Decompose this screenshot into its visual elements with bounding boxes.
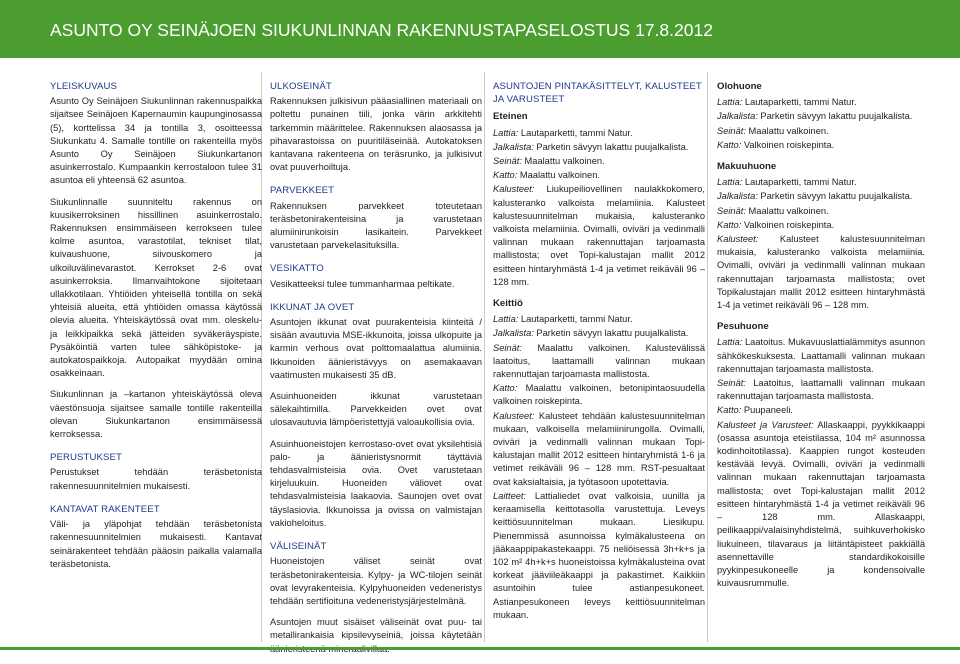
column-3	[493, 80, 705, 630]
subheading-olohuone: Olohuone	[717, 81, 762, 92]
paragraph: Väli- ja yläpohjat tehdään teräsbetonista rakennesuunnitelmien mukaisesti. Kantavat seinärakenteet tehdään pääosin paikalla valamalla teräsbetonista.	[50, 519, 262, 569]
subheading-eteinen: Eteinen	[493, 111, 528, 123]
spec-line: Lattia: Lautaparketti, tammi Natur.	[493, 127, 633, 138]
spec-line: Katto: Valkoinen roiskepinta.	[717, 219, 835, 230]
subheading-makuuhuone: Makuuhuone	[717, 161, 777, 173]
column-divider	[707, 72, 708, 642]
column-1	[50, 80, 262, 579]
spec-line: Kalusteet: Liukupeiliovellinen naulakkokomero, kalusteranko valkoista melamiinia. Kalusteet kalustesuunnitelman mukaisia, kalusteranko valkoista melamiinia. Ovimalli, oviväri ja vedinmalli valinnan mukaan rakennuttajan tarjoamasta mallistosta; ovet Topi-kalustajan mallit 2012 esitteen hintaryhmästä 1-4 ja vetimet reikäväli 96 – 128 mm.	[493, 184, 705, 287]
spec-line: Kalusteet: Kalusteet tehdään kalustesuunnitelman mukaan, valkoisella melamiinirungolla. Ovimalli, oviväri ja vedinmalli valinnan mukaan Topi-kalustajan mallit 2012 esitteen hintaryhmistä 1-6 ja vetimet reikäväli 96 – 128 mm. RST-pesualtaat ovat kaksialtaisia, ja työtasoon upotettavia.	[493, 410, 705, 487]
subheading-pesuhuone: Pesuhuone	[717, 321, 769, 333]
spec-line: Katto: Valkoinen roiskepinta.	[717, 139, 835, 150]
paragraph: Perustukset tehdään teräsbetonista rakennesuunnitelmien mukaisesti.	[50, 467, 262, 491]
section-heading-valiseinat: VÄLISEINÄT	[270, 541, 327, 553]
paragraph: Siukunlinnalle suunniteltu rakennus on kuusikerroksinen hissillinen asuinkerrostalo. Rakennuksen ensimmäiseen kerrokseen tulee kolme asuntoa, varastotilat, tekniset tilat, kuivaushuone, siivouskomero ja ulkoiluvälinevarastot. Kerrokset 2-6 ovat asuinkerroksia. Ilmanvaihtokone sijoitetaan ullakkotilaan. Yhtiöiden yhteisellä tontilla on sekä yhteisiä alueita, että yhtiöiden omassa käytössä olevia alueita. Yhteiskäytössä ovat mm. oleskelu- ja leikkipaikka sekä jätteiden syväkeräyspiste. Pysäköintiä varten tulee sähköpistoke- ja autokatospaikkoja. Autopaikat myydään omina osakkeinaan.	[50, 196, 262, 379]
spec-line: Lattia: Laatoitus. Mukavuuslattialämmitys asunnon sähkökeskuksesta. Laattamalli valinnan mukaan rakennuttajan tarjoamasta mallistosta.	[717, 337, 925, 374]
spec-line: Kalusteet ja Varusteet: Allaskaappi, pyykkikaappi (osassa asuntoja eteistilassa, 104 m² asunnossa kodinhoitotilassa). Kaappien rungot kosteuden kestävää levyä. Ovimalli, oviväri ja vedinmalli valinnan mukaan rakennuttajan tarjoamasta mallistosta; ovet Topi-kalustajan mallit 2012 esitteen hintaryhmästä 1-4 ja vetimet reikäväli 96 – 128 mm. Allaskaappi, peilikaappi/valaisinyhdistelmä, suihkuverhokisko liukuineen, tilavaraus ja liitäntäpisteet pakkiällä asennettaville standardikokoisille pyykinpesukoneelle ja kondensoivalle kuivausrummulle.	[717, 419, 925, 589]
spec-line: Seinät: Laatoitus, laattamalli valinnan mukaan rakennuttajan tarjoamasta mallistosta.	[717, 378, 925, 402]
paragraph: Vesikatteeksi tulee tummanharmaa peltikate.	[270, 278, 455, 289]
spec-line: Kalusteet: Kalusteet kalustesuunnitelman mukaisia, kalusteranko valkoista melamiinia. Ovimalli, oviväri ja vedinmalli valinnan mukaan rakennuttajan tarjoamasta mallistosta; ovet Topikalustajan mallit 2012 esitteen hintaryhmästä 1-4 ja vetimet reikäväli 96 – 128 mm.	[717, 234, 925, 311]
paragraph: Rakennuksen julkisivun pääasiallinen materiaali on poltettu punainen tiili, jonka värin arkkitehti tarkemmin määrittelee. Rakennuksen alaosassa ja pihavarastoissa on puuritiläseinää. Autokatoksen kantavana rakenteena on teräsrunko, ja julkisivut ovat puuverhoiltuja.	[270, 96, 482, 173]
spec-line: Lattia: Lautaparketti, tammi Natur.	[717, 177, 857, 188]
paragraph: Asuinhuoneiden ikkunat varustetaan sälekaihtimilla. Parvekkeiden ovet ovat ulosavautuvia lämpöeristettyjä valoaukollisia ovia.	[270, 391, 482, 428]
spec-line: Lattia: Lautaparketti, tammi Natur.	[717, 97, 857, 108]
column-divider	[484, 72, 485, 642]
spec-line: Katto: Puupaneeli.	[717, 405, 793, 416]
section-heading-vesikatto: VESIKATTO	[270, 263, 324, 275]
spec-line: Lattia: Lautaparketti, tammi Natur.	[493, 314, 633, 325]
section-heading-kantavat-rakenteet: KANTAVAT RAKENTEET	[50, 503, 160, 515]
spec-line: Seinät: Maalattu valkoinen. Kalustevälissä laatoitus, laattamalli valinnan mukaan rakennuttajan tarjoamasta mallistosta.	[493, 342, 705, 380]
paragraph: Asuntojen muut sisäiset väliseinät ovat puu- tai metallirankaisia kipsilevyseiniä, joissa käytetään	[270, 617, 482, 641]
column-4	[717, 80, 925, 598]
paragraph: Siukunlinnan ja –kartanon yhteiskäytössä oleva väestönsuoja sijaitsee samalle tontille rakenteilla olevan Siukunkartanon ensimmäisessä kerroksessa.	[50, 389, 262, 440]
paragraph: Rakennuksen parvekkeet toteutetaan teräsbetonirakenteisina ja varustetaan alumiinirunkoisin lasikaitein. Parvekkeet varustetaan parvekelasituksilla.	[270, 200, 482, 251]
section-heading-ulkoseinat: ULKOSEINÄT	[270, 81, 332, 92]
section-heading-parvekkeet: PARVEKKEET	[270, 185, 335, 197]
paragraph: Asunto Oy Seinäjoen Siukunlinnan rakennuspaikka sijaitsee Seinäjoen Kapernaumin kaupunginosassa (5), korttelissa 34 ja tontilla 3, osoitteessa Siukunkatu 4. Samalle tontille on rakenteilla myös Asunto Oy Seinäjoen Siukunkartanon asuinkerrostalo. Kumpaankin kerrostaloon tulee 31 asuntoa eli yhteensä 62 asuntoa.	[50, 96, 262, 186]
section-heading-ikkunat-ja-ovet: IKKUNAT JA OVET	[270, 301, 355, 313]
paragraph: Asuntojen ikkunat ovat puurakenteisia kiinteitä / sisään avautuvia MSE-ikkunoita, joissa ulkopuite ja karmin verhous ovat polttomaalattua alumiinia. Ikkunoiden äänieristävyys on asemakaavan vaatimusten mukaisesti 35 dB.	[270, 317, 482, 380]
header-banner	[0, 0, 960, 58]
subheading-keittio: Keittiö	[493, 298, 523, 310]
section-heading-yleiskuvaus: YLEISKUVAUS	[50, 81, 118, 92]
spec-line: Katto: Maalattu valkoinen, betonipintaosuudella valkoinen roiskepinta.	[493, 383, 705, 407]
spec-line: Jalkalista: Parketin sävyyn lakattu puujalkalista.	[717, 111, 913, 122]
spec-line: Seinät: Maalattu valkoinen.	[717, 205, 829, 216]
spec-line: Seinät: Maalattu valkoinen.	[493, 156, 605, 167]
document-title: ASUNTO OY SEINÄJOEN SIUKUNLINNAN RAKENNUSTAPASELOSTUS 17.8.2012	[50, 20, 713, 40]
spec-line: Laitteet: Lattialiedet ovat valkoisia, uunilla ja keraamisella keittotasolla varustettuja. Leveys keittiösuunnitelman mukaan. Liesikupu. Pienemmissä asunnoissa kylmäkalusteena on jääkaappipakastekaappi. 75 neliöisessä 3h+k+s ja 102 m² 4h+k+s huoneistoissa kylmäkalusteina ovat korkeat jääviileäkaappi ja pakastimet. Kaikkiin asuntoihin tulee astianpesukoneet. Astianpesukoneen leveys keittiösuunnitelman mukaan.	[493, 490, 705, 620]
spec-line: Katto: Maalattu valkoinen.	[493, 170, 600, 181]
paragraph: Huoneistojen väliset seinät ovat teräsbetonirakenteisia. Kylpy- ja WC-tilojen seinät ovat levyrakenteisia. Kylpyhuoneiden vedeneristys tehdään sertifioituna vedeneristysjärjestelmänä.	[270, 556, 482, 606]
column-2	[270, 80, 482, 664]
spec-line: Seinät: Maalattu valkoinen.	[717, 125, 829, 136]
section-heading-pintakasittelyt: ASUNTOJEN PINTAKÄSITTELYT, KALUSTEET JA VARUSTEET	[493, 81, 702, 106]
spec-line: Jalkalista: Parketin sävyyn lakattu puujalkalista.	[493, 328, 689, 339]
spec-line: Jalkalista: Parketin sävyyn lakattu puujalkalista.	[717, 191, 913, 202]
spec-line: Jalkalista: Parketin sävyyn lakattu puujalkalista.	[493, 141, 689, 152]
paragraph: Asuinhuoneistojen kerrostaso-ovet ovat yksilehtisiä palo- ja äänieristysnormit täyttäviä tehdasvalmisteisia ovia. Ovet varustetaan kirjeluukuin. Huoneiden väliovet ovat tehdasvalmisteisia laakaovia. Saunojen ovet ovat täyslasiovia. Ikkunoissa ja ovissa on valmistajan vakioheloitus.	[270, 438, 482, 528]
section-heading-perustukset: PERUSTUKSET	[50, 452, 122, 464]
